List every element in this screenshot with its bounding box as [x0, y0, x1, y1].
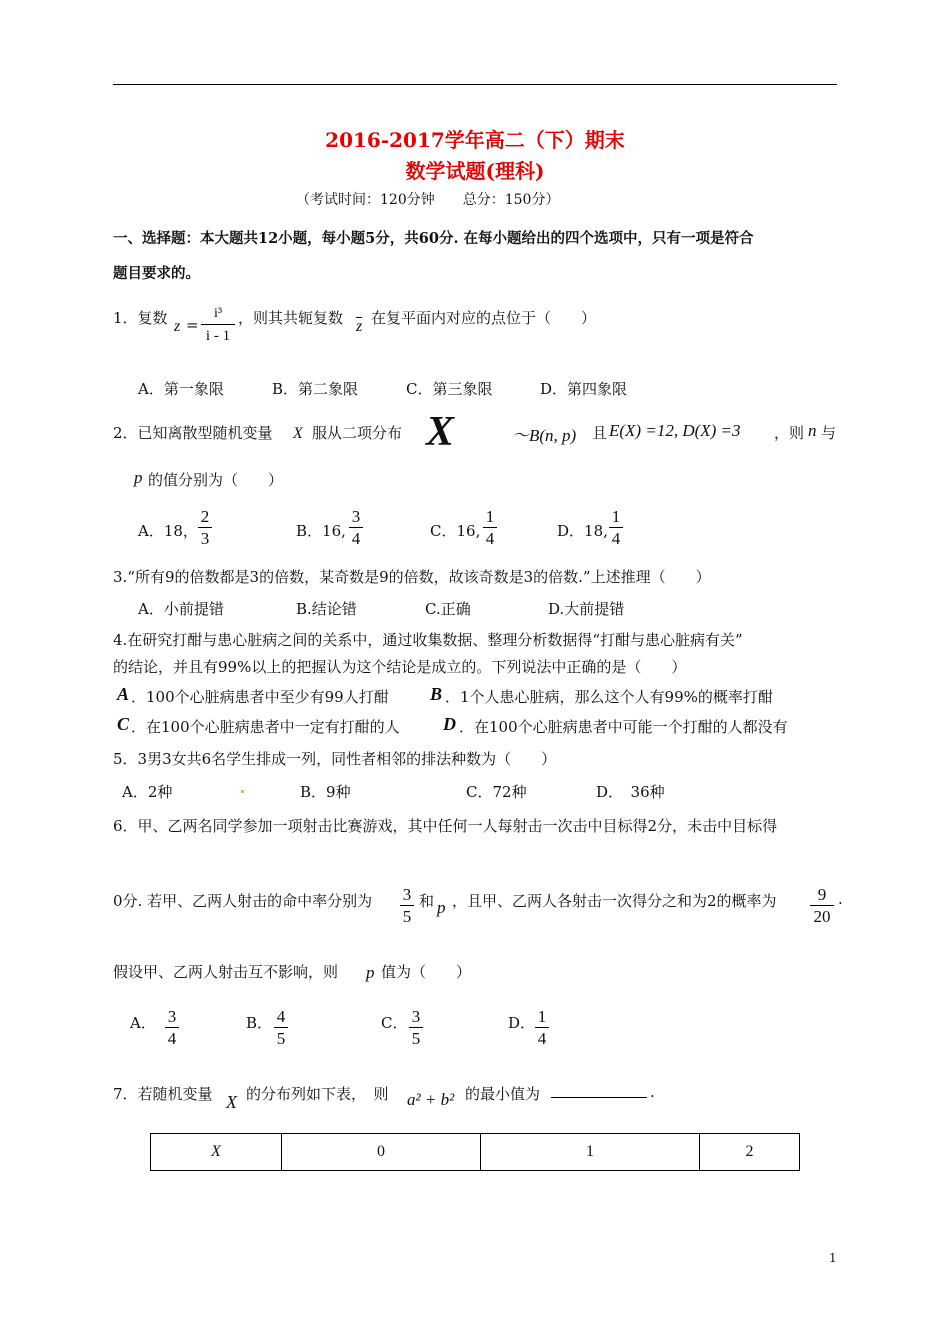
q2-opt-c-den: 4	[485, 529, 495, 548]
q5-stem: 5．3男3女共6名学生排成一列，同性者相邻的排法种数为（ ）	[113, 750, 557, 768]
q2-opt-c-num: 1	[485, 507, 495, 526]
q6-opt-a-num: 3	[167, 1007, 177, 1026]
q6-option-c-label: C．	[381, 1014, 408, 1032]
q2-option-b-fraction	[349, 507, 363, 550]
q2-condition: E(X) =12, D(X) =3	[609, 421, 741, 440]
q5-option-c: C．72种	[466, 783, 527, 801]
q4-option-a: ．100个心脏病患者中至少有99人打酣	[131, 688, 389, 706]
table-row	[151, 1134, 800, 1171]
section-instructions-line2: 题目要求的。	[113, 265, 200, 282]
table-cell-x: X	[151, 1134, 282, 1171]
q2-opt-b-den: 4	[351, 529, 361, 548]
q4-option-d-letter: D	[443, 714, 456, 734]
q7-text-end: 的最小值为	[465, 1085, 541, 1103]
q1-frac-num: i³	[213, 306, 223, 321]
q4-option-b-letter: B	[430, 684, 443, 704]
q6-line2-end: .	[838, 890, 843, 908]
exam-subtitle: 数学试题(理科)	[405, 159, 545, 183]
q2-option-c-fraction	[483, 507, 497, 550]
q1-var-zbar: $\overline{z}$	[356, 318, 363, 335]
q6-opt-d-num: 1	[537, 1007, 547, 1026]
q2-option-d-fraction	[609, 507, 623, 550]
q6-frac1-den: 5	[402, 907, 412, 926]
q4-line2: 的结论，并且有99%以上的把握认为这个结论是成立的。下列说法中正确的是（ ）	[113, 658, 687, 676]
q2-opt-a-den: 3	[200, 529, 210, 548]
q1-option-c: C．第三象限	[406, 380, 493, 398]
q1-text-mid: ，则其共轭复数	[238, 309, 344, 327]
q2-option-b-label: B．16,	[296, 522, 346, 540]
q1-var-z: z	[174, 318, 181, 335]
q6-option-c-fraction	[409, 1007, 423, 1050]
q2-prefix: 2．已知离散型随机变量	[113, 424, 273, 442]
q3-option-c: C.正确	[425, 600, 471, 618]
q4-option-b: ．1个人患心脏病，那么这个人有99%的概率打酣	[445, 688, 773, 706]
q6-opt-b-den: 5	[276, 1029, 286, 1048]
q6-frac1-num: 3	[402, 885, 412, 904]
q2-opt-d-den: 4	[611, 529, 621, 548]
q3-option-a: A．小前提错	[138, 600, 224, 618]
q6-frac2-den: 20	[813, 907, 831, 926]
q2-cond-prefix: 且	[592, 424, 608, 442]
q2-option-c-label: C．16,	[430, 522, 481, 540]
q6-option-a-label: A．	[130, 1014, 156, 1032]
stray-dot	[241, 790, 244, 793]
q1-prefix: 1．复数	[113, 309, 168, 327]
q2-text: 服从二项分布	[312, 424, 403, 442]
exam-info: （考试时间：120分钟 总分：150分）	[296, 192, 560, 208]
q6-line1: 6．甲、乙两名同学参加一项射击比赛游戏，其中任何一人每射击一次击中目标得2分，未击中目标得	[113, 817, 778, 835]
q6-var-p: p	[437, 898, 446, 917]
q6-opt-a-den: 4	[167, 1029, 177, 1048]
distribution-table	[150, 1133, 800, 1171]
q4-option-c: ．在100个心脏病患者中一定有打酣的人	[131, 718, 400, 736]
q2-var-x: X	[293, 425, 303, 442]
q4-option-a-letter: A	[117, 684, 130, 704]
q2-option-a-label: A．18，	[138, 522, 198, 540]
q1-option-b: B．第二象限	[272, 380, 359, 398]
section-instructions-line1: 一、选择题：本大题共12小题，每小题5分，共60分. 在每小题给出的四个选项中，只有一项是符合	[113, 230, 754, 247]
q1-fraction	[201, 304, 235, 347]
q1-text-end: 在复平面内对应的点位于（ ）	[371, 309, 597, 327]
q6-option-b-fraction	[274, 1007, 288, 1050]
q2-text-end: ，则	[774, 424, 805, 442]
q6-opt-c-den: 5	[411, 1029, 421, 1048]
q2-var-p: p	[134, 468, 143, 487]
q1-eq: =	[186, 316, 199, 334]
q7-text: 的分布列如下表， 则	[246, 1085, 389, 1103]
q7-answer-blank	[551, 1083, 647, 1102]
table-cell-1: 1	[481, 1134, 700, 1171]
q6-line2-a: 0分. 若甲、乙两人射击的命中率分别为	[113, 892, 373, 910]
q6-fraction-2	[810, 885, 834, 928]
q4-line1: 4.在研究打酣与患心脏病之间的关系中，通过收集数据、整理分析数据得“打酣与患心脏病有关”	[113, 631, 743, 649]
q5-option-b: B．9种	[300, 783, 351, 801]
page-number: 1	[829, 1251, 837, 1265]
q6-line2-b: ，且甲、乙两人各射击一次得分之和为2的概率为	[452, 892, 777, 910]
q6-fraction-1	[400, 885, 414, 928]
q4-option-c-letter: C	[117, 714, 130, 734]
q7-prefix: 7．若随机变量	[113, 1085, 213, 1103]
q6-line3-a: 假设甲、乙两人射击互不影响，则	[113, 963, 339, 981]
q4-option-d: ．在100个心脏病患者中可能一个打酣的人都没有	[459, 718, 788, 736]
q7-expression: a² + b²	[407, 1090, 455, 1109]
q2-distribution: ～B(n, p)	[512, 426, 577, 445]
q7-var-x: X	[226, 1092, 237, 1112]
q6-opt-b-num: 4	[276, 1007, 286, 1026]
q5-option-a: A．2种	[122, 783, 173, 801]
exam-title: 2016-2017学年高二（下）期末	[325, 128, 625, 152]
q3-option-d: D.大前提错	[548, 600, 625, 618]
q6-option-b-label: B．	[246, 1014, 273, 1032]
q2-yu: 与	[821, 424, 837, 442]
q1-option-d: D．第四象限	[540, 380, 628, 398]
q2-big-x: X	[426, 409, 455, 455]
q6-line3-p: p	[366, 963, 375, 982]
q6-option-d-label: D．	[508, 1014, 536, 1032]
q6-he: 和	[419, 892, 435, 910]
q2-line2: 的值分别为（ ）	[148, 471, 284, 489]
q6-line3-b: 值为（ ）	[381, 963, 472, 981]
q6-opt-d-den: 4	[537, 1029, 547, 1048]
q2-opt-b-num: 3	[351, 507, 361, 526]
q3-stem: 3.“所有9的倍数都是3的倍数，某奇数是9的倍数，故该奇数是3的倍数.”上述推理（ ）	[113, 568, 711, 586]
q1-option-a: A．第一象限	[138, 380, 224, 398]
q2-option-d-label: D．18,	[557, 522, 608, 540]
q6-frac2-num: 9	[817, 885, 827, 904]
q6-option-d-fraction	[535, 1007, 549, 1050]
q1-frac-den: i - 1	[205, 328, 231, 344]
q2-option-a-fraction	[198, 507, 212, 550]
q2-var-n: n	[808, 421, 817, 440]
q6-option-a-fraction	[165, 1007, 179, 1050]
q5-option-d: D． 36种	[596, 783, 665, 801]
table-cell-0: 0	[282, 1134, 481, 1171]
q3-option-b: B.结论错	[296, 600, 357, 618]
q2-opt-a-num: 2	[200, 507, 210, 526]
q6-opt-c-num: 3	[411, 1007, 421, 1026]
q2-opt-d-num: 1	[611, 507, 621, 526]
table-cell-2: 2	[700, 1134, 800, 1171]
q7-end: .	[650, 1083, 655, 1101]
header-rule	[113, 84, 837, 85]
